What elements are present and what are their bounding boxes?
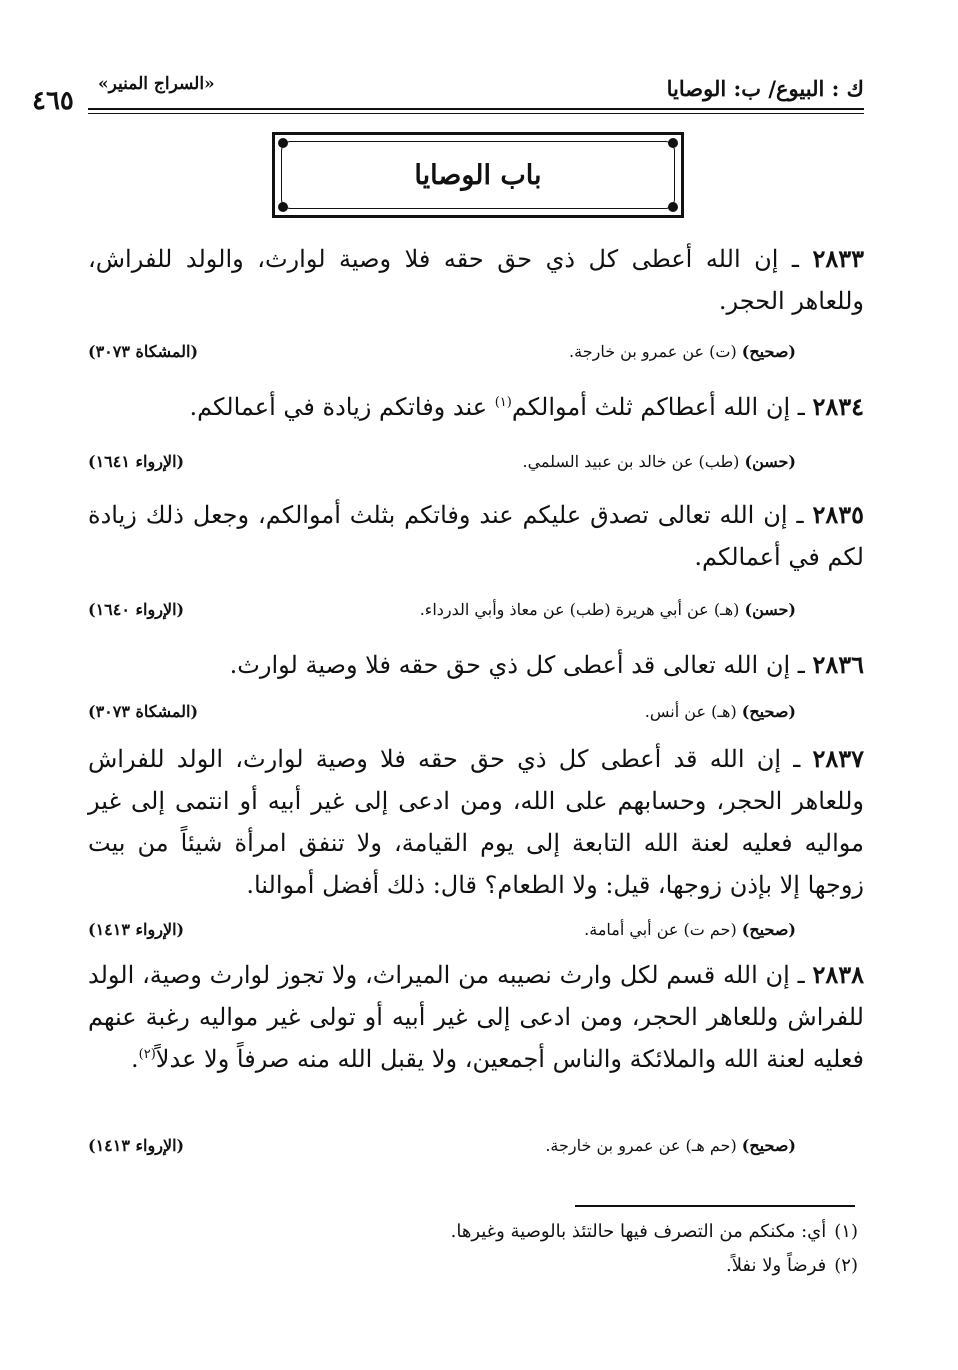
header-rule-thin — [88, 113, 864, 114]
grading-line — [88, 342, 864, 368]
footnote — [88, 1249, 858, 1283]
hadith-text: إن الله تعالى تصدق عليكم عند وفاتكم بثلث أموالكم، وجعل ذلك زيادة لكم في أعمالكم. — [88, 501, 864, 571]
hadith-source: (طب) عن خالد بن عبيد السلمي. — [522, 452, 740, 471]
hadith-source: (ت) عن عمرو بن خارجة. — [569, 342, 737, 361]
grading — [523, 452, 797, 471]
hadith-text-block: ٢٨٣٨ ـ إن الله قسم لكل وارث نصيبه من الميراث، ولا تجوز لوارث وصية، الولد للفراش وللعاهر الحجر، ومن ادعى إلى غير أبيه أو تولى غير مواليه رغبة عنهم فعليه لعنة الله والملائكة والناس أجمعين، ولا يقبل الله منه صرفاً ولا عدلاً$^{(٢)}$. — [88, 960, 864, 1073]
hadith-number: ٢٨٣٧ — [812, 744, 864, 773]
reference: (المشكاة ٣٠٧٣) — [88, 342, 199, 361]
grading-line — [88, 600, 864, 626]
hadith-text: إن الله أعطاكم ثلث أموالكم — [511, 393, 791, 421]
grading-line — [88, 920, 864, 946]
grading — [645, 702, 796, 721]
page-number: ٤٦٥ — [32, 86, 74, 116]
hadith-text: إن الله أعطى كل ذي حق حقه فلا وصية لوارث، والولد للفراش، وللعاهر الحجر. — [88, 245, 864, 315]
chapter-title-frame — [272, 132, 684, 218]
hadith-text-continued: . — [131, 1045, 139, 1073]
grading — [420, 600, 796, 619]
hadith-source: (حم ت) عن أبي أمامة. — [584, 920, 737, 939]
header-rule — [88, 108, 864, 110]
grading — [569, 342, 796, 361]
grade-label: (صحيح) — [741, 342, 796, 361]
hadith-text-block: ٢٨٣٧ ـ إن الله قد أعطى كل ذي حق حقه فلا وصية لوارث، الولد للفراش وللعاهر الحجر، وحسابهم على الله، ومن ادعى إلى غير أبيه أو انتمى إلى غير مواليه فعليه لعنة الله التابعة إلى يوم القيامة، ولا تنفق امرأة شيئاً من بيت زوجها إلا بإذن زوجها، قيل: ولا الطعام؟ قال: ذلك أفضل أموالنا. — [88, 744, 864, 899]
reference: (المشكاة ٣٠٧٣) — [88, 702, 199, 721]
grade-label: (صحيح) — [741, 920, 796, 939]
hadith-source: (هـ) عن أنس. — [644, 702, 737, 721]
hadith-text-block: ٢٨٣٦ ـ إن الله تعالى قد أعطى كل ذي حق حقه فلا وصية لوارث. — [229, 650, 864, 679]
reference: (الإرواء ١٤١٣) — [88, 1136, 185, 1155]
footnote-marker: (١) — [494, 395, 512, 410]
hadith-text: إن الله قد أعطى كل ذي حق حقه فلا وصية لوارث، الولد للفراش وللعاهر الحجر، وحسابهم على الله، ومن ادعى إلى غير أبيه أو انتمى إلى غير مواليه فعليه لعنة الله التابعة إلى يوم القيامة، ولا تنفق امرأة شيئاً من بيت زوجها إلا بإذن زوجها، قيل: ولا الطعام؟ قال: ذلك أفضل أموالنا. — [88, 745, 864, 899]
footnote-number: (٢) — [834, 1255, 858, 1276]
hadith-entry — [88, 954, 864, 1155]
footnotes — [88, 1215, 858, 1283]
hadith-entry — [88, 738, 864, 939]
hadith-source: (حم هـ) عن عمرو بن خارجة. — [545, 1136, 737, 1155]
grade-label: (صحيح) — [741, 702, 796, 721]
hadith-number: ٢٨٣٤ — [812, 392, 864, 421]
hadith-number: ٢٨٣٦ — [812, 650, 864, 679]
grading — [545, 1136, 796, 1155]
footnote-text: أي: مكنكم من التصرف فيها حالتئذ بالوصية وغيرها. — [450, 1221, 827, 1242]
hadith-text-continued: عند وفاتكم زيادة في أعمالكم. — [189, 393, 495, 421]
reference: (الإرواء ١٦٤١) — [88, 452, 185, 471]
hadith-number: ٢٨٣٣ — [812, 244, 864, 273]
grading-line — [88, 452, 864, 478]
hadith-number: ٢٨٣٨ — [812, 960, 864, 989]
hadith-number: ٢٨٣٥ — [812, 500, 864, 529]
hadith-entry — [88, 644, 864, 721]
hadith-entry — [88, 386, 864, 471]
grade-label: (حسن) — [744, 600, 796, 619]
hadith-text-block: ٢٨٣٤ ـ إن الله أعطاكم ثلث أموالكم$^{(١)}$ عند وفاتكم زيادة في أعمالكم. — [189, 392, 864, 421]
running-header — [32, 72, 864, 116]
footnote-text: فرضاً ولا نفلاً. — [725, 1255, 827, 1276]
footnote — [88, 1215, 858, 1249]
hadith-text-block: ٢٨٣٥ ـ إن الله تعالى تصدق عليكم عند وفاتكم بثلث أموالكم، وجعل ذلك زيادة لكم في أعمالكم. — [88, 500, 864, 571]
grade-label: (حسن) — [744, 452, 796, 471]
hadith-text: إن الله تعالى قد أعطى كل ذي حق حقه فلا وصية لوارث. — [229, 651, 791, 679]
grading-line — [88, 1136, 864, 1162]
grade-label: (صحيح) — [741, 1136, 796, 1155]
footnote-separator — [575, 1205, 855, 1207]
reference: (الإرواء ١٤١٣) — [88, 920, 185, 939]
hadith-entry — [88, 238, 864, 361]
title-inner-border — [281, 141, 675, 209]
grading — [584, 920, 796, 939]
hadith-source: (هـ) عن أبي هريرة (طب) عن معاذ وأبي الدرداء. — [419, 600, 740, 619]
hadith-entry — [88, 494, 864, 619]
reference: (الإرواء ١٦٤٠) — [88, 600, 185, 619]
hadith-text: إن الله قسم لكل وارث نصيبه من الميراث، ولا تجوز لوارث وصية، الولد للفراش وللعاهر الحجر، ومن ادعى إلى غير أبيه أو تولى غير مواليه رغبة عنهم فعليه لعنة الله والملائكة والناس أجمعين، ولا يقبل الله منه صرفاً ولا عدلاً — [88, 961, 864, 1073]
footnote-marker: (٢) — [138, 1047, 156, 1062]
chapter-title: باب الوصايا — [414, 159, 542, 191]
chapter-heading: ك : البيوع/ ب: الوصايا — [666, 76, 864, 101]
grading-line — [88, 702, 864, 728]
footnote-number: (١) — [834, 1221, 858, 1242]
book-title: «السراج المنير» — [98, 74, 215, 94]
hadith-text-block: ٢٨٣٣ ـ إن الله أعطى كل ذي حق حقه فلا وصية لوارث، والولد للفراش، وللعاهر الحجر. — [88, 244, 864, 315]
